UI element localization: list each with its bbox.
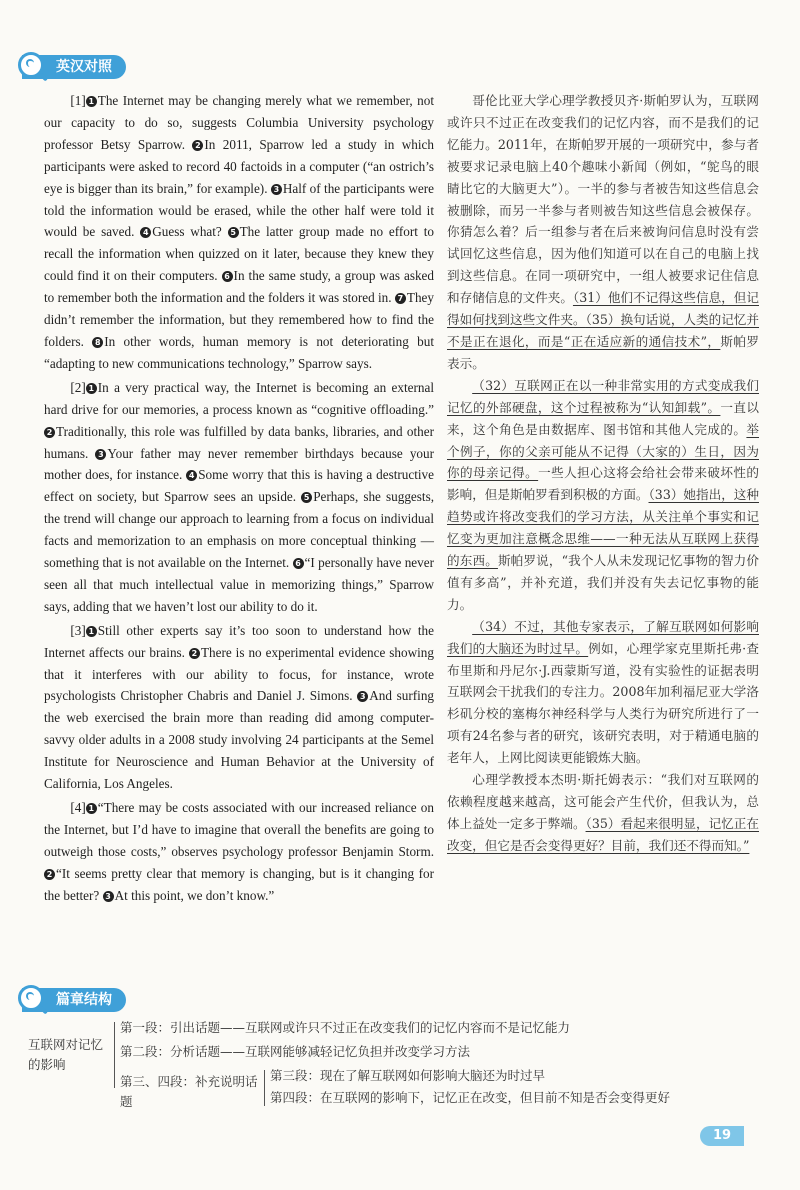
structure-part-1: 第一段：引出话题——互联网或许只不过正在改变我们的记忆内容而不是记忆能力 bbox=[120, 1020, 571, 1035]
chinese-paragraph-4: 心理学教授本杰明·斯托姆表示：“我们对互联网的依赖程度越来越高，这可能会产生代价，但我认为，总体上益处一定多于弊端。（35）看起来很明显，记忆正在改变，但它是否会变得更好？目前，我们还不得而知。” bbox=[447, 772, 759, 853]
structure-section-header bbox=[22, 988, 126, 1012]
english-paragraph-4: [4] 1 “There may be costs associated with our increased reliance on the Internet, but I’d have to imagine that overall the benefits are going to outweigh those costs,” observes psychology professor Benjamin Storm. 2 “It seems pretty clear that memory is changing, but is it changing for the better? 3 At this point, we don’t know.” bbox=[44, 800, 434, 903]
chinese-translation bbox=[447, 90, 759, 857]
chinese-paragraph-3: （34）不过，其他专家表示，了解互联网如何影响我们的大脑还为时过早。例如，心理学家克里斯托弗·查布里斯和丹尼尔·J.西蒙斯写道，没有实验性的证据表明互联网会干扰我们的专注力。2008年加利福尼亚大学洛杉矶分校的塞梅尔神经科学与人类行为研究所进行了一项有24名参与者的研究，该研究表明，对于精通电脑的老年人，上网比阅读更能锻炼大脑。 bbox=[447, 618, 760, 766]
bilingual-section-header bbox=[22, 55, 126, 79]
english-paragraph-3: [3] 1 Still other experts say it’s too soon to understand how the Internet affects our brains. 2 There is no experimental evidence showing that it interferes with our ability to focus, for instance, wrote psychologists Christopher Chabris and Daniel J. Simons. 3 And surfing the web exercised the brain more than reading did among computer-savvy older adults in a 2008 study involving 24 participants at the Semel Institute for Neuroscience and Human Behavior at the University of California, Los Angeles. bbox=[44, 622, 435, 792]
chinese-paragraph-1: 哥伦比亚大学心理学教授贝齐·斯帕罗认为，互联网或许只不过正在改变我们的记忆内容，而不是我们的记忆能力。2011年，在斯帕罗开展的一项研究中，参与者被要求记录电脑上40个趣味小新闻（例如，“鸵鸟的眼睛比它的大脑更大”）。一半的参与者被告知这些信息会被删除，而另一半参与者则被告知这些信息会被保存。你猜怎么着？后一组参与者在后来被询问信息时没有尝试回忆这些信息，因为他们知道可以在自己的电脑上找到这些信息。在同一项研究中，一组人被要求记住信息和存储信息的文件夹。（31）他们不记得这些信息，但记得如何找到这些文件夹。（35）换句话说，人类的记忆并不是正在退化，而是“正在适应新的通信技术”，斯帕罗表示。 bbox=[447, 93, 759, 371]
structure-root: 互联网对记忆的影响 bbox=[28, 1037, 104, 1072]
english-paragraph-2: [2] 1 In a very practical way, the Internet is becoming an external hard drive for our memories, a process known as “cognitive offloading.” 2 Traditionally, this role was fulfilled by data banks, libraries, and other humans. 3 Your father may never remember birthdays because your mother does, for instance. 4 Some worry that this is having a destructive effect on society, but Sparrow sees an upside. 5 Perhaps, she suggests, the trend will change our approach to learning from a focus on individual facts and memorization to an emphasis on more conceptual thinking — something that is not available on the Internet. 6 “I personally have never seen all that much intellectual value in memorizing things,” Sparrow says, adding that we haven’t lost our ability to do it. bbox=[44, 379, 435, 614]
english-paragraph-1: [1] 1 The Internet may be changing merely what we remember, not our capacity to do so, suggests Columbia University psychology professor Betsy Sparrow. 2 In 2011, Sparrow led a study in which participants were asked to record 40 factoids in a computer (“an ostrich’s eye is bigger than its brain,” for example). 3 Half of the participants were told the information would be erased, while the other half were told it would be saved. 4 Guess what? 5 The latter group made no effort to recall the information when quizzed on it later, because they knew they could find it on their computers. 6 In the same study, a group was asked to remember both the information and the folders it was stored in. 7 They didn’t remember the information, but they remembered how to find the folders. 8 In other words, human memory is not deteriorating but “adapting to new communications technology,” Sparrow says. bbox=[44, 93, 435, 371]
structure-part-2: 第二段：分析话题——互联网能够减轻记忆负担并改变学习方法 bbox=[120, 1044, 471, 1059]
structure-section-title: 篇章结构 bbox=[56, 992, 112, 1008]
magnifier-icon bbox=[18, 985, 44, 1011]
structure-part-3-sub-2: 第四段：在互联网的影响下，记忆正在改变，但目前不知是否会变得更好 bbox=[270, 1090, 671, 1105]
brace-main bbox=[114, 1022, 115, 1088]
english-passage bbox=[44, 90, 434, 909]
structure-part-3-sub-1: 第三段：现在了解互联网如何影响大脑还为时过早 bbox=[270, 1068, 546, 1083]
structure-part-3: 第三、四段：补充说明话题 bbox=[120, 1074, 258, 1109]
magnifier-icon bbox=[18, 52, 44, 78]
brace-sub bbox=[264, 1070, 265, 1106]
bilingual-section-title: 英汉对照 bbox=[56, 59, 112, 75]
page-number: 19 bbox=[700, 1126, 744, 1146]
chinese-paragraph-2: （32）互联网正在以一种非常实用的方式变成我们记忆的外部硬盘，这个过程被称为“认知卸载”。一直以来，这个角色是由数据库、图书馆和其他人完成的。举个例子，你的父亲可能从不记得（大家的）生日，因为你的母亲记得。一些人担心这将会给社会带来破坏性的影响，但是斯帕罗看到积极的方面。（33）她指出，这种趋势或许将改变我们的学习方法，从关注单个事实和记忆变为更加注意概念思维——一种无法从互联网上获得的东西。斯帕罗说，“我个人从未发现记忆事物的智力价值有多高”，并补充道，我们并没有失去记忆事物的能力。 bbox=[447, 377, 760, 612]
